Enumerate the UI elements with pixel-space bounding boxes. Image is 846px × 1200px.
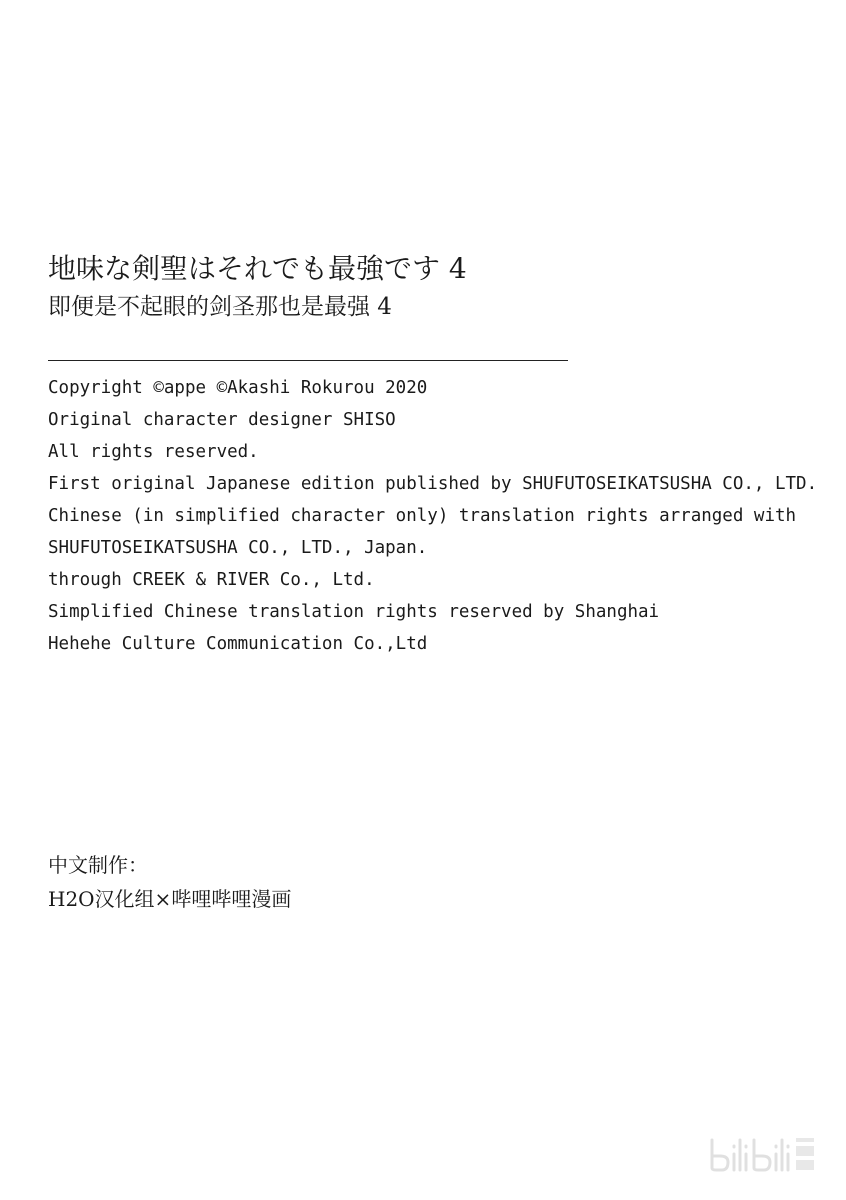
- divider-line: [48, 360, 568, 361]
- bilibili-logo-icon: [708, 1134, 816, 1174]
- chinese-title: 即便是不起眼的剑圣那也是最强 4: [48, 294, 392, 320]
- copyright-line: Hehehe Culture Communication Co.,Ltd: [48, 634, 428, 654]
- copyright-line: Simplified Chinese translation rights reserved by Shanghai: [48, 602, 660, 622]
- copyright-line: Original character designer SHISO: [48, 410, 396, 430]
- japanese-title: 地味な剣聖はそれでも最強です 4: [48, 252, 467, 285]
- copyright-line: All rights reserved.: [48, 442, 259, 462]
- copyright-line: Chinese (in simplified character only) translation rights arranged with: [48, 506, 797, 526]
- credits-heading: 中文制作：: [48, 853, 148, 877]
- copyright-line: through CREEK & RIVER Co., Ltd.: [48, 570, 375, 590]
- copyright-line: Copyright ©appe ©Akashi Rokurou 2020: [48, 378, 428, 398]
- copyright-notice: [48, 372, 817, 660]
- copyright-line: First original Japanese edition published by SHUFUTOSEIKATSUSHA CO., LTD.: [48, 474, 818, 494]
- bilibili-comics-logo-icon: [708, 1134, 816, 1174]
- copyright-line: SHUFUTOSEIKATSUSHA CO., LTD., Japan.: [48, 538, 428, 558]
- credits-line: H2O汉化组×哔哩哔哩漫画: [48, 887, 292, 911]
